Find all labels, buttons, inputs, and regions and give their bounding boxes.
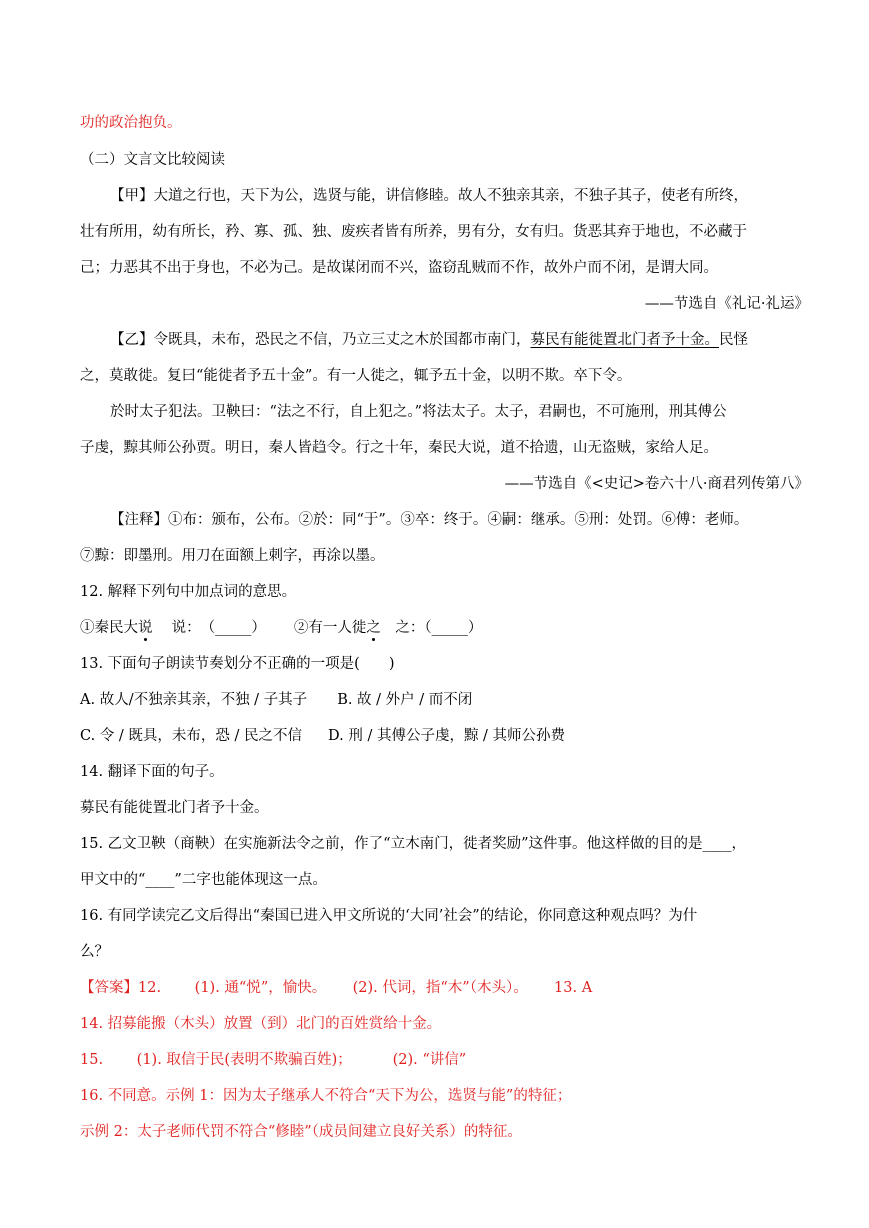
question-14-sentence: 募民有能徙置北门者予十金。	[80, 800, 269, 816]
underlined-sentence: 募民有能徙置北门者予十金。	[530, 332, 719, 348]
option-c: C. 令 / 既具，未布，恐 / 民之不信	[80, 728, 303, 744]
q12-blank-2: 之：（_____）	[380, 620, 483, 636]
question-16-line-1: 16. 有同学读完乙文后得出“秦国已进入甲文所说的‘大同’社会”的结论，你同意这种观点吗？为什	[80, 908, 698, 924]
answer-12-13: 12. (1). 通“悦”，愉快。 (2). 代词，指“木”（木头）。 13. A	[138, 980, 593, 996]
q12-dotted-word-2: 之	[366, 620, 381, 636]
option-b: B. 故 / 外户 / 而不闭	[337, 692, 473, 708]
passage-yi-source: ——节选自《<史记>卷六十八·商君列传第八》	[504, 476, 809, 492]
notes-line-1: 【注释】①布：颁布，公布。②於：同“于”。③卒：终于。④嗣：继承。⑤刑：处罚。⑥傅：老师。	[110, 512, 749, 528]
answer-15: 15. (1). 取信于民(表明不欺骗百姓)； (2). “讲信”	[80, 1052, 467, 1068]
q12-item-2: ②有一人徙	[293, 620, 367, 636]
passage-yi-line-3: 於时太子犯法。卫鞅曰：“法之不行，自上犯之。”将法太子。太子，君嗣也，不可施刑，刑其傅公	[110, 404, 727, 420]
answer-line-1	[80, 978, 592, 998]
passage-yi-line-1	[110, 330, 748, 350]
option-d: D. 刑 / 其傅公子虔，黥 / 其师公孙费	[328, 728, 566, 744]
question-15-line-2: 甲文中的“____”二字也能体现这一点。	[80, 872, 327, 888]
passage-yi-text: 【乙】令既具，未布，恐民之不信，乃立三丈之木於国都市南门，	[110, 332, 531, 348]
question-15-line-1: 15. 乙文卫鞅（商鞅）在实施新法令之前，作了“立木南门，徙者奖励”这件事。他这样做的目的是____，	[80, 836, 746, 852]
passage-yi-text-end: 民怪	[719, 332, 748, 348]
passage-yi-line-2: 之，莫敢徙。复曰“能徙者予五十金”。有一人徙之，辄予五十金，以明不欺。卒下令。	[80, 368, 632, 384]
question-14: 14. 翻译下面的句子。	[80, 764, 224, 780]
prev-answer-tail: 功的政治抱负。	[80, 115, 182, 131]
question-13-options-cd	[80, 726, 565, 746]
answer-label: 【答案】	[80, 980, 138, 996]
answer-16-line-1: 16. 不同意。示例 1：因为太子继承人不符合“天下为公，选贤与能”的特征；	[80, 1088, 572, 1104]
option-a: A. 故人/不独亲其亲，不独 / 子其子	[80, 692, 308, 708]
q12-item-1: ①秦民大	[80, 620, 138, 636]
answer-14: 14. 招募能搬（木头）放置（到）北门的百姓赏给十金。	[80, 1016, 442, 1032]
section-heading: （二）文言文比较阅读	[80, 152, 225, 168]
question-12: 12. 解释下列句中加点词的意思。	[80, 584, 297, 600]
notes-line-2: ⑦黥：即墨刑。用刀在面额上刺字，再涂以墨。	[80, 548, 385, 564]
question-12-items	[80, 618, 482, 638]
passage-jia-source: ——节选自《礼记·礼运》	[644, 296, 809, 312]
q12-dotted-word-1: 说	[138, 620, 153, 636]
question-13: 13. 下面句子朗读节奏划分不正确的一项是( )	[80, 656, 395, 672]
passage-yi-line-4: 子虔，黥其师公孙贾。明日，秦人皆趋令。行之十年，秦民大说，道不拾遗，山无盗贼，家给人足。	[80, 440, 718, 456]
passage-jia-line-3: 己；力恶其不出于身也，不必为己。是故谋闭而不兴，盗窃乱贼而不作，故外户而不闭，是谓大同。	[80, 260, 718, 276]
passage-jia-line-2: 壮有所用，幼有所长，矜、寡、孤、独、废疾者皆有所养，男有分，女有归。货恶其弃于地也，不必藏于	[80, 224, 747, 240]
question-13-options-ab	[80, 690, 472, 710]
answer-16-line-2: 示例 2：太子老师代罚不符合“修睦”（成员间建立良好关系）的特征。	[80, 1124, 522, 1140]
passage-jia-line-1: 【甲】大道之行也，天下为公，选贤与能，讲信修睦。故人不独亲其亲，不独子其子，使老有所终，	[110, 188, 748, 204]
q12-blank-1: 说： （_____）	[152, 620, 266, 636]
question-16-line-2: 么？	[80, 944, 109, 960]
